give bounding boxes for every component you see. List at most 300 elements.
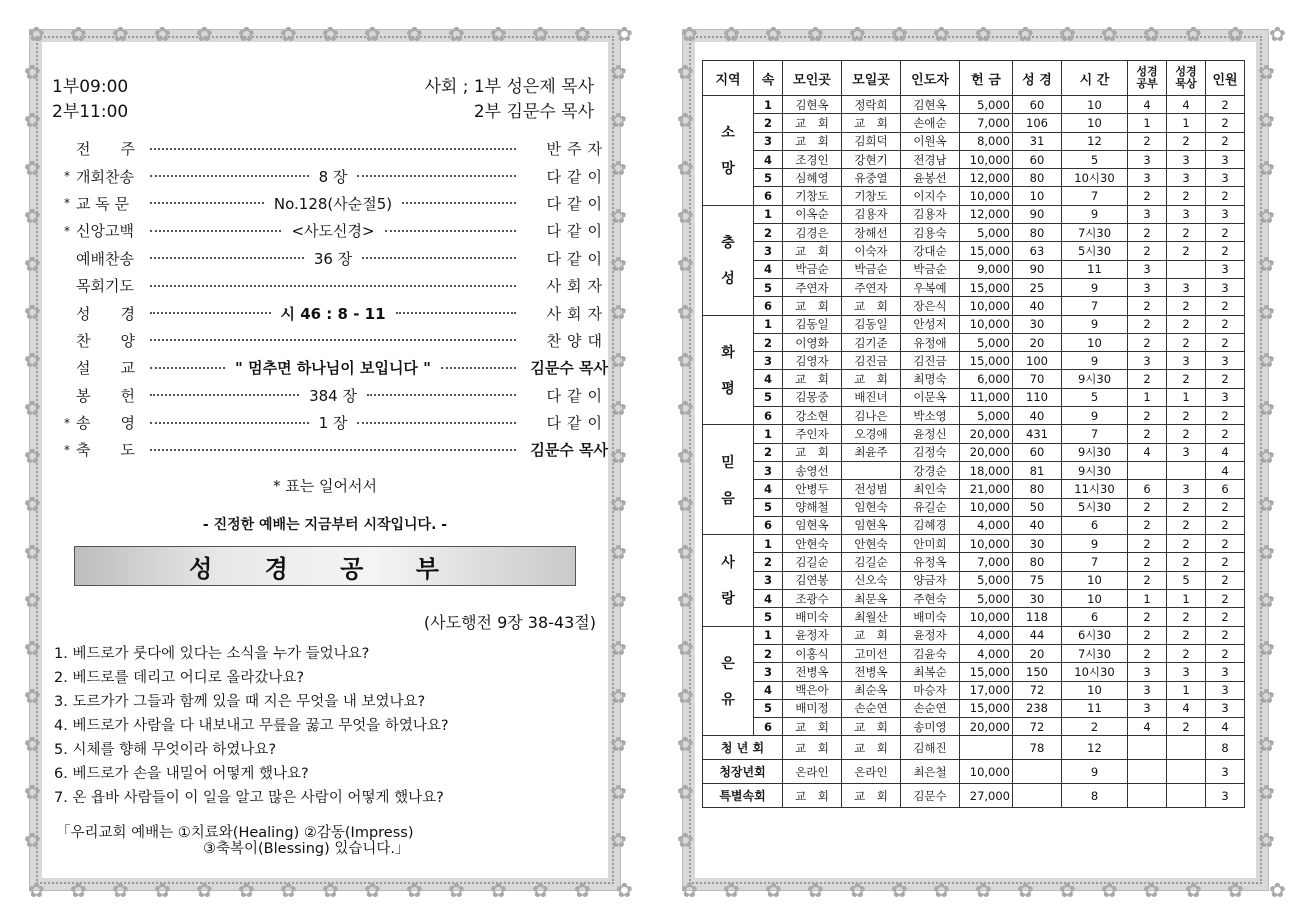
table-cell: 3 [1128,260,1167,278]
table-cell [1128,736,1167,760]
table-cell: 150 [1013,663,1062,681]
table-row [703,760,1245,784]
flower-ornament-icon: ✿ [891,878,908,902]
table-cell: 배미정 [783,699,842,717]
table-cell: 3 [1206,352,1245,370]
table-cell: 7시30 [1062,224,1128,242]
table-row [703,784,1245,808]
dot-leader [150,257,304,259]
table-cell: 5 [1062,150,1128,168]
table-cell: 강소현 [783,407,842,425]
table-row [703,297,1245,315]
table-cell: 9시30 [1062,370,1128,388]
table-cell: 2 [1167,425,1206,443]
flower-ornament-icon: ✿ [975,22,992,46]
table-cell: 임현옥 [783,516,842,534]
order-leader [146,357,520,378]
schedule-time-1: 1부09:00 [52,77,129,97]
church-motto [56,825,413,857]
table-cell: 20,000 [960,425,1013,443]
table-cell: 4 [1206,461,1245,479]
dot-leader [150,312,271,314]
table-cell: 전경남 [901,150,960,168]
table-cell: 27,000 [960,784,1013,808]
flower-ornament-icon: ✿ [1185,22,1202,46]
flower-ornament-icon: ✿ [677,396,694,420]
flower-ornament-icon: ✿ [1258,348,1275,372]
table-cell: 2 [1206,498,1245,516]
table-cell: 유정옥 [901,553,960,571]
flower-ornament-icon: ✿ [891,22,908,46]
flower-ornament-icon: ✿ [677,588,694,612]
table-cell: 3 [1128,278,1167,296]
table-cell: 15,000 [960,663,1013,681]
table-cell: 4,000 [960,626,1013,644]
table-cell: 7 [1062,553,1128,571]
flower-ornament-icon: ✿ [1101,22,1118,46]
flower-ornament-icon: ✿ [1143,22,1160,46]
table-cell: 김희덕 [842,132,901,150]
table-cell: 최명숙 [901,370,960,388]
table-cell: 10시30 [1062,663,1128,681]
table-cell: 3 [754,663,783,681]
flower-ornament-icon: ✿ [677,636,694,660]
table-cell: 6 [1206,480,1245,498]
table-cell: 6 [754,187,783,205]
table-cell: 3 [1128,205,1167,223]
table-cell: 교 회 [783,242,842,260]
table-cell: 15,000 [960,278,1013,296]
table-cell: 3 [1128,150,1167,168]
table-cell: 100 [1013,352,1062,370]
table-cell: 1 [1128,114,1167,132]
table-cell: 12 [1062,132,1128,150]
flower-ornament-icon: ✿ [1059,22,1076,46]
flower-ornament-icon: ✿ [1258,636,1275,660]
bible-verse-reference: (사도행전 9장 38-43절) [423,613,596,632]
table-cell: 9,000 [960,260,1013,278]
table-cell: 5 [754,498,783,516]
table-cell: 3 [1167,480,1206,498]
flower-ornament-icon: ✿ [70,878,87,902]
table-cell: 5 [754,278,783,296]
table-cell: 2 [1167,516,1206,534]
order-item [64,354,608,381]
table-cell: 3 [1128,352,1167,370]
table-cell: 양해철 [783,498,842,516]
table-cell: 5 [1167,571,1206,589]
dot-leader [357,422,516,424]
table-cell: 교 회 [842,626,901,644]
table-cell: 교 회 [842,370,901,388]
table-cell: 17,000 [960,681,1013,699]
table-cell: 10 [1013,187,1062,205]
region-name: 믿 음 [703,425,754,535]
table-cell: 온라인 [783,760,842,784]
table-cell: 박금순 [783,260,842,278]
table-row [703,407,1245,425]
table-cell: 2 [1167,242,1206,260]
table-cell: 김진금 [901,352,960,370]
table-cell: 4 [754,681,783,699]
table-header-row [703,61,1245,96]
order-performer: 찬양대 [546,331,608,350]
table-row [703,333,1245,351]
table-cell: 손순연 [842,699,901,717]
table-cell: 3 [1206,205,1245,223]
table-cell: 2 [1206,333,1245,351]
flower-ornament-icon: ✿ [681,878,698,902]
table-cell: 1 [754,535,783,553]
flower-ornament-icon: ✿ [1185,878,1202,902]
table-cell: 2 [1128,297,1167,315]
table-cell: 10 [1062,333,1128,351]
flower-ornament-icon: ✿ [24,540,41,564]
flower-ornament-icon: ✿ [1017,22,1034,46]
table-cell [1013,784,1062,808]
table-cell: 5,000 [960,407,1013,425]
table-cell: 7 [1062,187,1128,205]
table-cell: 2 [754,333,783,351]
table-cell: 고미선 [842,644,901,662]
table-cell: 4 [1206,443,1245,461]
order-leader [146,412,520,433]
flower-ornament-icon: ✿ [677,444,694,468]
flower-ornament-icon: ✿ [24,780,41,804]
order-star: * [64,442,70,457]
region-name: 은 유 [703,626,754,736]
study-question: 7. 온 욥바 사람들이 이 일을 알고 많은 사람이 어떻게 했나요? [54,790,444,806]
order-label: 송 영 [76,414,135,433]
order-label: 예배찬송 [76,249,134,268]
flower-ornament-icon: ✿ [1227,22,1244,46]
table-cell: 7,000 [960,114,1013,132]
flower-ornament-icon: ✿ [1269,22,1286,46]
order-content: " 멈추면 하나님이 보입니다 " [235,359,431,378]
flower-ornament-icon: ✿ [1269,878,1286,902]
table-row [703,608,1245,626]
table-row [703,461,1245,479]
table-cell: 주인자 [783,425,842,443]
table-cell: 전병옥 [842,663,901,681]
table-cell: 63 [1013,242,1062,260]
table-cell: 기창도 [783,187,842,205]
table-cell: 2 [1128,315,1167,333]
table-cell: 김기준 [842,333,901,351]
table-cell: 7 [1062,297,1128,315]
order-label: 찬 양 [76,331,135,350]
flower-ornament-icon: ✿ [610,540,627,564]
order-item [64,245,608,272]
flower-ornament-icon: ✿ [610,204,627,228]
table-row [703,370,1245,388]
flower-ornament-icon: ✿ [1017,878,1034,902]
table-cell: 5시30 [1062,242,1128,260]
table-cell: 2 [754,443,783,461]
order-performer: 김문수 목사 [530,359,608,378]
dot-leader [357,175,516,177]
flower-ornament-icon: ✿ [975,878,992,902]
dot-leader [385,230,516,232]
table-cell: 김용자 [901,205,960,223]
table-cell: 20 [1013,644,1062,662]
cell-group-report-panel [677,22,1286,902]
table-cell: 교 회 [842,718,901,736]
table-cell: 2 [754,644,783,662]
order-label: 축 도 [76,441,135,460]
table-cell: 2 [1128,425,1167,443]
flower-ornament-icon: ✿ [1258,780,1275,804]
table-cell: 50 [1013,498,1062,516]
table-row [703,681,1245,699]
table-cell: 118 [1013,608,1062,626]
column-header: 모일곳 [842,61,901,96]
group-name: 특별속회 [703,784,783,808]
table-cell: 10 [1062,590,1128,608]
table-cell: 6 [754,718,783,736]
flower-ornament-icon: ✿ [1258,60,1275,84]
flower-ornament-icon: ✿ [677,60,694,84]
flower-ornament-icon: ✿ [364,878,381,902]
table-row [703,535,1245,553]
table-cell: 1 [754,626,783,644]
table-cell: 11 [1062,699,1128,717]
flower-ornament-icon: ✿ [610,348,627,372]
table-cell: 2 [1167,407,1206,425]
order-label: 교 독 문 [76,194,130,213]
table-cell: 9 [1062,278,1128,296]
table-cell: 11시30 [1062,480,1128,498]
table-cell: 6 [1062,608,1128,626]
table-cell: 60 [1013,443,1062,461]
table-cell: 2 [1206,224,1245,242]
table-cell: 5시30 [1062,498,1128,516]
table-cell: 20 [1013,333,1062,351]
table-cell: 11,000 [960,388,1013,406]
dot-leader [396,312,517,314]
table-cell: 3 [1206,169,1245,187]
flower-ornament-icon: ✿ [574,22,591,46]
table-cell: 5 [754,388,783,406]
table-cell: 3 [1206,681,1245,699]
table-row [703,260,1245,278]
table-cell [1167,260,1206,278]
flower-ornament-icon: ✿ [765,878,782,902]
flower-ornament-icon: ✿ [406,22,423,46]
table-cell: 2 [1128,242,1167,260]
table-cell: 2 [1206,187,1245,205]
table-cell: 3 [1167,443,1206,461]
dot-leader [150,339,516,341]
table-cell: 2 [1128,553,1167,571]
table-cell: 김현옥 [901,96,960,114]
dot-leader [150,202,264,204]
table-cell: 심혜영 [783,169,842,187]
flower-ornament-icon: ✿ [849,22,866,46]
table-cell: 30 [1013,590,1062,608]
table-cell: 10,000 [960,297,1013,315]
flower-ornament-icon: ✿ [610,636,627,660]
table-cell: 80 [1013,553,1062,571]
table-row [703,443,1245,461]
table-cell: 5,000 [960,96,1013,114]
table-cell: 김문수 [901,784,960,808]
worship-order-panel [24,22,633,902]
table-cell: 5,000 [960,571,1013,589]
table-cell: 2 [1128,187,1167,205]
table-cell: 이옥순 [783,205,842,223]
order-performer: 사회자 [546,304,608,323]
flower-ornament-icon: ✿ [448,878,465,902]
table-cell [1167,784,1206,808]
table-cell: 4 [754,260,783,278]
table-cell: 2 [1167,718,1206,736]
order-content: 384 장 [309,386,357,405]
column-header: 인도자 [901,61,960,96]
order-leader [146,193,520,214]
flower-ornament-icon: ✿ [677,780,694,804]
flower-ornament-icon: ✿ [322,878,339,902]
table-cell: 4 [1128,96,1167,114]
table-cell: 2 [1206,370,1245,388]
table-cell: 4 [1128,443,1167,461]
table-cell: 정락희 [842,96,901,114]
table-cell: 7,000 [960,553,1013,571]
table-cell: 25 [1013,278,1062,296]
flower-ornament-icon: ✿ [28,22,45,46]
table-cell: 4 [754,370,783,388]
flower-ornament-icon: ✿ [807,22,824,46]
table-row [703,663,1245,681]
table-cell: 2 [1206,590,1245,608]
table-row [703,736,1245,760]
table-cell: 2 [1167,608,1206,626]
dot-leader [150,449,516,451]
table-cell: 최순옥 [842,681,901,699]
table-cell: 5 [754,169,783,187]
table-cell: 3 [1128,663,1167,681]
table-cell: 75 [1013,571,1062,589]
order-performer: 다같이 [546,249,608,268]
dot-leader [150,230,281,232]
flower-ornament-icon: ✿ [1258,492,1275,516]
table-cell: 2 [1206,315,1245,333]
table-cell: 10시30 [1062,169,1128,187]
table-cell: 10,000 [960,498,1013,516]
table-cell: 김연봉 [783,571,842,589]
table-cell: 교 회 [842,736,901,760]
flower-ornament-icon: ✿ [280,22,297,46]
order-performer: 사회자 [546,277,608,296]
table-cell: 10,000 [960,608,1013,626]
flower-ornament-icon: ✿ [24,252,41,276]
table-cell: 2 [1128,407,1167,425]
table-cell: 김동일 [842,315,901,333]
table-cell: 1 [754,315,783,333]
table-cell: 강대순 [901,242,960,260]
table-cell: 임현옥 [842,516,901,534]
table-cell: 4 [754,590,783,608]
table-cell: 김해진 [901,736,960,760]
order-leader [146,148,520,150]
table-cell: 238 [1013,699,1062,717]
region-name: 화 평 [703,315,754,425]
table-cell: 2 [1206,132,1245,150]
table-cell: 김나은 [842,407,901,425]
column-header: 모인곳 [783,61,842,96]
table-cell: 81 [1013,461,1062,479]
flower-ornament-icon: ✿ [24,636,41,660]
group-name: 청 년 회 [703,736,783,760]
flower-ornament-icon: ✿ [28,878,45,902]
flower-ornament-icon: ✿ [723,878,740,902]
stand-note: * 표는 일어서서 [273,477,377,495]
table-cell: 9시30 [1062,461,1128,479]
flower-ornament-icon: ✿ [24,588,41,612]
table-cell: 김윤숙 [901,644,960,662]
flower-ornament-icon: ✿ [24,108,41,132]
table-cell: 4 [1128,718,1167,736]
table-cell: 2 [1167,553,1206,571]
table-cell: 2 [1167,297,1206,315]
table-cell: 2 [1128,224,1167,242]
table-cell: 15,000 [960,352,1013,370]
table-cell: 김길순 [842,553,901,571]
table-cell: 3 [1206,699,1245,717]
order-item [64,327,608,354]
table-cell: 김진금 [842,352,901,370]
order-label: 성 경 [76,304,135,323]
table-cell [1167,760,1206,784]
table-cell: 6시30 [1062,626,1128,644]
table-row [703,699,1245,717]
flower-ornament-icon: ✿ [723,22,740,46]
table-cell: 2 [1167,224,1206,242]
table-cell: 2 [1167,498,1206,516]
table-cell: 최복순 [901,663,960,681]
table-cell: 12 [1062,736,1128,760]
flower-ornament-icon: ✿ [112,878,129,902]
flower-ornament-icon: ✿ [610,828,627,852]
table-cell: 윤봉선 [901,169,960,187]
study-question: 2. 베드로를 데리고 어디로 올라갔나요? [54,670,305,686]
flower-ornament-icon: ✿ [1258,396,1275,420]
dot-leader [150,175,309,177]
table-row [703,571,1245,589]
table-cell: 김정숙 [901,443,960,461]
table-cell: 4,000 [960,644,1013,662]
table-cell: 20,000 [960,718,1013,736]
order-performer: 반주자 [546,140,608,159]
table-cell: 강경순 [901,461,960,479]
table-cell: 2 [1206,297,1245,315]
table-cell [1128,784,1167,808]
table-cell: 78 [1013,736,1062,760]
flower-ornament-icon: ✿ [24,732,41,756]
table-cell: 3 [1206,150,1245,168]
table-cell: 2 [1128,535,1167,553]
flower-ornament-icon: ✿ [24,492,41,516]
table-row [703,590,1245,608]
worship-order-list [64,135,608,464]
table-cell: 6 [754,297,783,315]
table-cell: 2 [1206,608,1245,626]
flower-ornament-icon: ✿ [610,396,627,420]
table-cell: 4 [1167,96,1206,114]
table-cell: 이원옥 [901,132,960,150]
region-name: 충 성 [703,205,754,315]
table-row [703,96,1245,114]
